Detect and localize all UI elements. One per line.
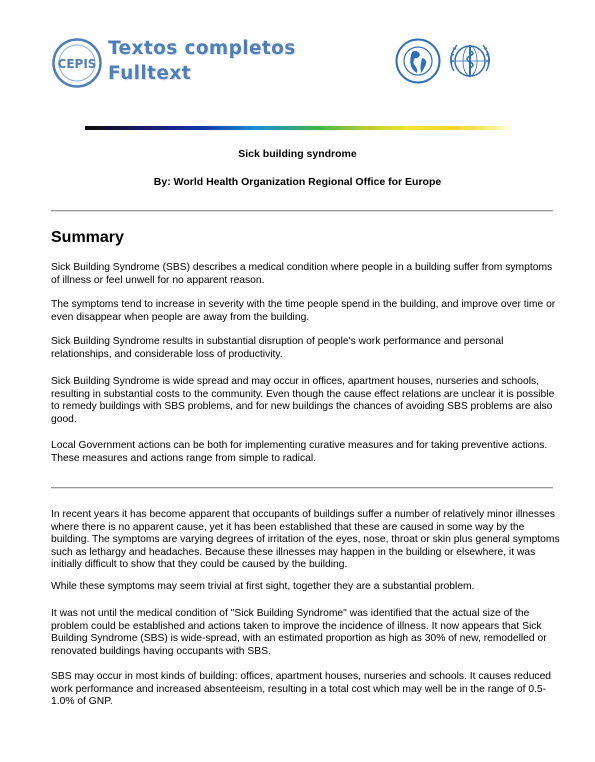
document-byline: By: World Health Organization Regional Office for Europe: [153, 176, 442, 188]
color-spectrum-divider: [85, 126, 513, 130]
summary-paragraph: The symptoms tend to increase in severity with the time people spend in the building, and improve over time or even disappear when people are away from the building.: [51, 299, 556, 323]
document-title: Sick building syndrome: [238, 148, 357, 160]
brand-title: Textos completos: [108, 38, 296, 59]
body-paragraph: SBS may occur in most kinds of building: offices, apartment houses, nurseries and schools. It causes reduced work performance and increased absenteeism, resulting in a total cost which may well be in the range of 0.5-1.0% of GNP.: [51, 671, 552, 708]
brand-subtitle: Fulltext: [108, 63, 191, 84]
cepis-logo-text: CEPIS: [57, 57, 97, 71]
summary-paragraph: Local Government actions can be both for implementing curative measures and for taking preventive actions. These measures and actions range from simple to radical.: [51, 440, 548, 464]
summary-paragraph: Sick Building Syndrome is wide spread and may occur in offices, apartment houses, nurseries and schools, resulting in substantial costs to the community. Even though the cause effect relations are unclear it is possible to remedy buildings with SBS problems, and for new buildings the chances of avoiding SBS problems are also good.: [51, 376, 555, 425]
body-paragraph: While these symptoms may seem trivial at first sight, together they are a substantial problem.: [51, 581, 475, 592]
who-emblem-logo: [446, 37, 494, 85]
body-paragraph: In recent years it has become apparent that occupants of buildings suffer a number of relatively minor illnesses where there is no apparent cause, yet it has been established that these are caused in some way by the building. The symptoms are varying degrees of irritation of the eyes, nose, throat or skin plus general symptoms such as lethargy and headaches. Because these illnesses may happen in the building or elsewhere, it was initially difficult to show that they could be caused by the building.: [51, 509, 560, 571]
summary-heading: Summary: [51, 229, 124, 246]
summary-paragraph: Sick Building Syndrome (SBS) describes a medical condition where people in a building suffer from symptoms of illness or feel unwell for no apparent reason.: [51, 262, 553, 286]
cepis-logo: [52, 38, 102, 88]
paho-emblem-logo: [395, 38, 441, 84]
horizontal-rule: [51, 210, 553, 212]
page-header: [0, 0, 595, 140]
body-paragraph: It was not until the medical condition of "Sick Building Syndrome" was identified that the actual size of the problem could be established and actions taken to improve the incidence of illness. It now appears that Sick Building Syndrome (SBS) is wide-spread, with an estimated proportion as high as 30% of new, remodelled or renovated buildings having occupants with SBS.: [51, 608, 547, 657]
summary-paragraph: Sick Building Syndrome results in substantial disruption of people's work performance and personal relationships, and considerable loss of productivity.: [51, 336, 504, 360]
horizontal-rule: [51, 487, 553, 489]
